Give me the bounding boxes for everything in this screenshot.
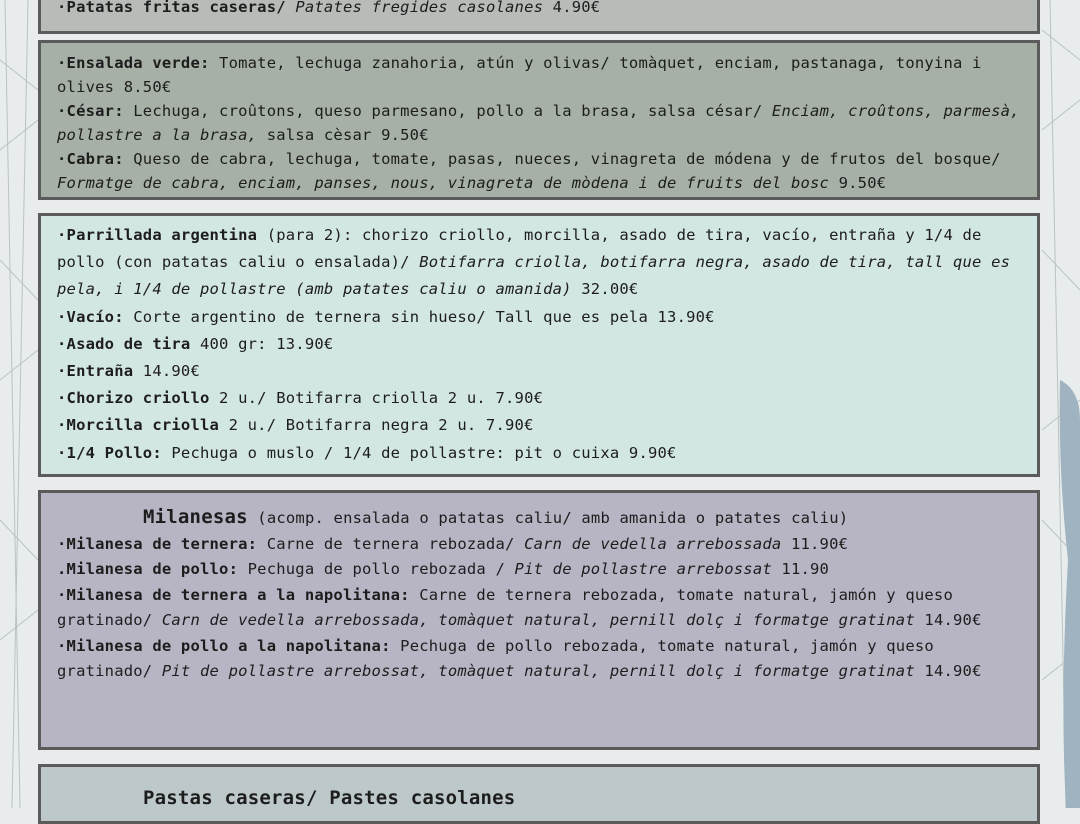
grill-pollo-desc: Pechuga o muslo / 1/4 de pollastre: pit o cuixa 9.90€ bbox=[161, 443, 677, 462]
grill-section bbox=[38, 213, 1040, 477]
milanesas-heading: Milanesas bbox=[143, 506, 248, 528]
milanesa-pollo-napolitana-name: ·Milanesa de pollo a la napolitana: bbox=[57, 636, 391, 655]
grill-asado bbox=[57, 331, 1023, 358]
salad-cabra-name: ·Cabra: bbox=[57, 150, 124, 168]
grill-vacio bbox=[57, 304, 1023, 331]
salad-cabra-alt: Formatge de cabra, enciam, panses, nous, vinagreta de mòdena i de fruits del bosc bbox=[57, 174, 830, 192]
grill-asado-desc: 400 gr: 13.90€ bbox=[190, 334, 334, 353]
salad-cesar-desc: Lechuga, croûtons, queso parmesano, pollo a la brasa, salsa césar/ bbox=[123, 102, 772, 120]
fritas-name: Patatas fritas caseras/ bbox=[66, 0, 286, 16]
grill-morcilla bbox=[57, 412, 1023, 439]
grill-parrillada-desc: (para 2): chorizo criollo, morcilla, asado de tira, vacío, entraña y 1/4 de pollo (con patatas caliu o ensalada)/ bbox=[57, 226, 982, 272]
salad-cabra-desc: Queso de cabra, lechuga, tomate, pasas, nueces, vinagreta de módena y de frutos del bosque/ bbox=[123, 150, 1001, 168]
salad-cesar-alt: Enciam, croûtons, parmesà, pollastre a la brasa, bbox=[57, 102, 1020, 144]
grill-pollo bbox=[57, 440, 1023, 467]
grill-entrana bbox=[57, 358, 1023, 385]
salad-verde-name: ·Ensalada verde: bbox=[57, 54, 210, 72]
salad-cesar-name: ·César: bbox=[57, 102, 124, 120]
milanesa-ternera-desc: Carne de ternera rebozada/ bbox=[257, 534, 525, 553]
grill-chorizo bbox=[57, 385, 1023, 412]
milanesas-subheading: (acomp. ensalada o patatas caliu/ amb amanida o patates caliu) bbox=[247, 509, 849, 527]
milanesa-ternera-napolitana-name: ·Milanesa de ternera a la napolitana: bbox=[57, 585, 410, 604]
milanesa-ternera-napolitana-alt: Carn de vedella arrebossada, tomàquet natural, pernill dolç i formatge gratinat bbox=[161, 611, 915, 629]
grill-morcilla-name: ·Morcilla criolla bbox=[57, 416, 220, 435]
milanesa-ternera-napolitana-desc: Carne de ternera rebozada, tomate natural, jamón y queso gratinado/ bbox=[57, 585, 953, 629]
grill-parrillada-alt: Botifarra criolla, botifarra negra, asado de tira, tall que es pela, i 1/4 de pollastre (amb patates caliu o amanida) bbox=[57, 253, 1011, 299]
milanesa-pollo-napolitana-desc: Pechuga de pollo rebozada, tomate natural, jamón y queso gratinado/ bbox=[57, 636, 934, 680]
salad-verde-desc: Tomate, lechuga zanahoria, atún y olivas/ tomàquet, enciam, pastanaga, tonyina i olives 8.50€ bbox=[57, 54, 982, 96]
milanesa-ternera bbox=[57, 532, 1023, 558]
salads-section bbox=[38, 40, 1040, 200]
grill-parrillada bbox=[57, 222, 1023, 304]
fritas-section bbox=[38, 0, 1040, 34]
milanesa-pollo bbox=[57, 557, 1023, 583]
salad-verde bbox=[57, 51, 1023, 99]
milanesa-pollo-name: .Milanesa de pollo: bbox=[57, 560, 239, 578]
grill-vacio-name: ·Vacío: bbox=[57, 307, 124, 326]
milanesa-pollo-napolitana-price: 14.90€ bbox=[914, 662, 982, 680]
grill-chorizo-name: ·Chorizo criollo bbox=[57, 389, 210, 408]
milanesa-ternera-price: 11.90€ bbox=[781, 534, 849, 553]
milanesas-section bbox=[38, 490, 1040, 750]
grill-morcilla-desc: 2 u./ Botifarra negra 2 u. 7.90€ bbox=[219, 416, 534, 435]
pastas-section bbox=[38, 764, 1040, 824]
milanesa-ternera-napolitana-price: 14.90€ bbox=[914, 611, 982, 629]
milanesa-pollo-alt: Pit de pollastre arrebossat bbox=[514, 560, 772, 578]
fritas-item bbox=[57, 0, 1023, 16]
milanesa-pollo-desc: Pechuga de pollo rebozada / bbox=[238, 560, 515, 578]
fritas-price: 4.90€ bbox=[543, 0, 601, 16]
salad-cabra bbox=[57, 147, 1023, 195]
pastas-header bbox=[57, 775, 1023, 809]
grill-pollo-name: ·1/4 Pollo: bbox=[57, 443, 162, 462]
grill-parrillada-name: ·Parrillada argentina bbox=[57, 226, 258, 244]
grill-vacio-desc: Corte argentino de ternera sin hueso/ Tall que es pela 13.90€ bbox=[123, 307, 715, 326]
milanesas-header bbox=[57, 505, 1023, 532]
grill-parrillada-price: 32.00€ bbox=[571, 280, 639, 299]
fritas-bullet: · bbox=[57, 0, 67, 16]
grill-chorizo-desc: 2 u./ Botifarra criolla 2 u. 7.90€ bbox=[209, 389, 544, 408]
milanesa-ternera-alt: Carn de vedella arrebossada bbox=[524, 534, 782, 553]
milanesa-pollo-napolitana-alt: Pit de pollastre arrebossat, tomàquet natural, pernill dolç i formatge gratinat bbox=[161, 662, 915, 680]
milanesa-pollo-napolitana bbox=[57, 634, 1023, 685]
fritas-alt: Patates fregides casolanes bbox=[285, 0, 544, 16]
grill-entrana-desc: 14.90€ bbox=[133, 362, 200, 381]
salad-cesar bbox=[57, 99, 1023, 147]
milanesa-ternera-napolitana bbox=[57, 583, 1023, 634]
grill-asado-name: ·Asado de tira bbox=[57, 334, 191, 353]
milanesa-pollo-price: 11.90 bbox=[771, 560, 830, 578]
grill-entrana-name: ·Entraña bbox=[57, 362, 134, 381]
salad-cabra-price: 9.50€ bbox=[829, 174, 887, 192]
salad-cesar-price: salsa cèsar 9.50€ bbox=[257, 126, 429, 144]
pastas-heading: Pastas caseras/ Pastes casolanes bbox=[143, 787, 516, 809]
milanesa-ternera-name: ·Milanesa de ternera: bbox=[57, 534, 258, 553]
